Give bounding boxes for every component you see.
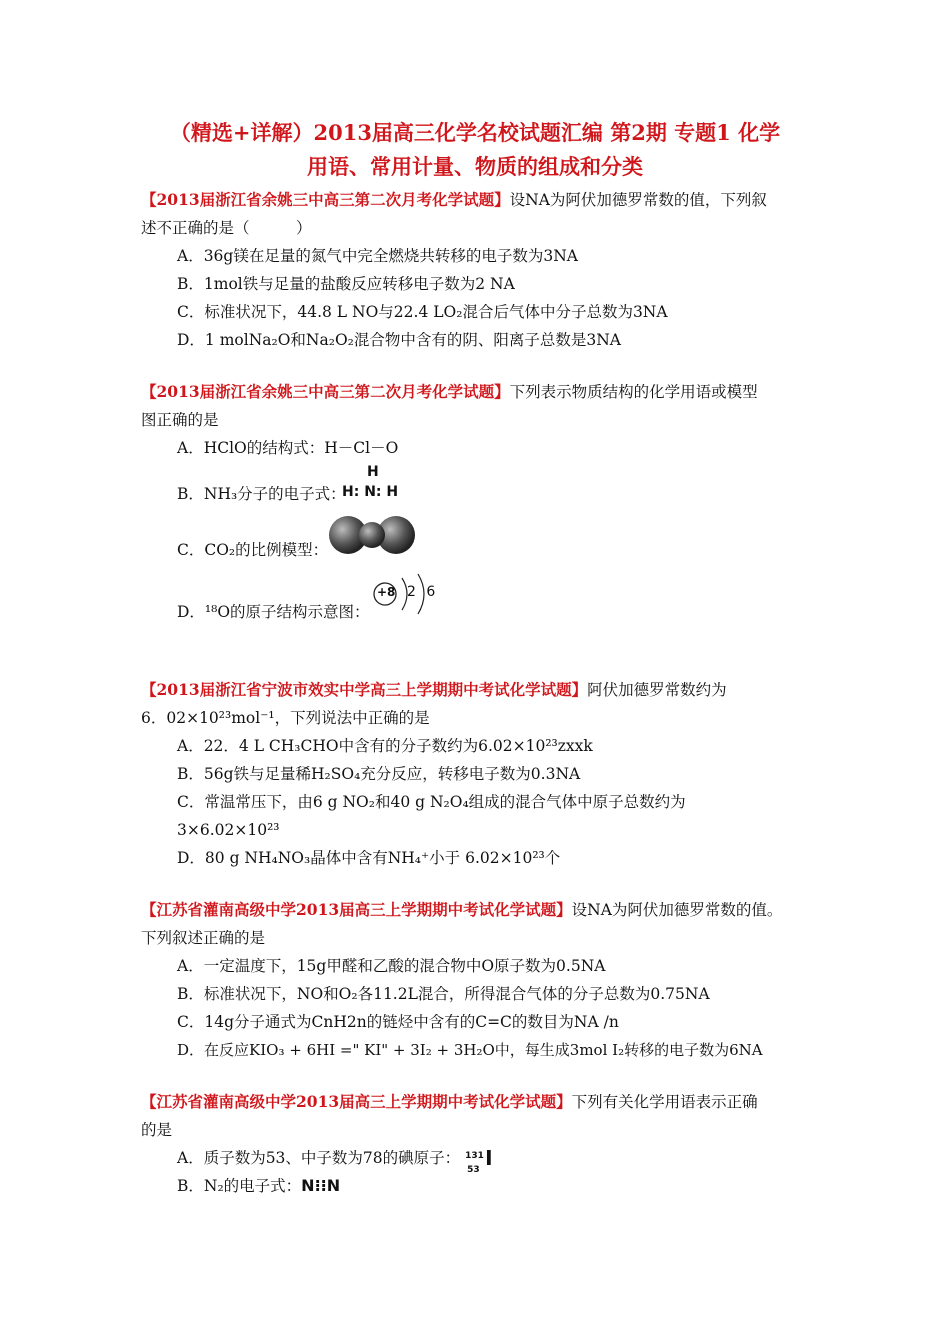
question-2-stem-cont: 图正确的是 (141, 411, 219, 429)
question-1-option-c: C．标准状况下，44.8 L NO与22.4 LO₂混合后气体中分子总数为3NA (177, 303, 668, 321)
question-3-option-a: A．22．4 L CH₃CHO中含有的分子数约为6.02×10²³zxxk (177, 737, 593, 755)
oxygen-shell-labels: 2 6 (407, 584, 436, 600)
co2-space-filling-model (326, 514, 418, 556)
question-3-stem-text: 阿伏加德罗常数约为 (587, 681, 727, 699)
question-1-source: 【2013届浙江省余姚三中高三第二次月考化学试题】 (141, 190, 510, 209)
question-4-option-b: B．标准状况下，NO和O₂各11.2L混合，所得混合气体的分子总数为0.75NA (177, 985, 710, 1003)
question-3-option-c: C．常温常压下，由6 g NO₂和40 g N₂O₄组成的混合气体中原子总数约为 (177, 793, 686, 811)
question-2-option-c-row (141, 536, 821, 564)
question-3-option-c-cont: 3×6.02×10²³ (177, 821, 280, 839)
n2-electron-formula: N⁝⁝N (301, 1176, 341, 1195)
iodine-element-symbol: I (485, 1146, 493, 1170)
question-1-option-d: D．1 molNa₂O和Na₂O₂混合物中含有的阴、阳离子总数是3NA (177, 331, 621, 349)
nh3-electron-formula (340, 462, 410, 502)
question-3 (141, 676, 821, 872)
question-4-stem-cont: 下列叙述正确的是 (141, 929, 266, 947)
question-5-stem (141, 1088, 821, 1116)
question-1-stem-cont: 述不正确的是（ ） (141, 219, 312, 237)
question-5-option-a: A．质子数为53、中子数为78的碘原子： (177, 1149, 461, 1167)
oxygen-nucleus-label: +8 (377, 585, 396, 599)
question-2-option-a: A．HClO的结构式：H－Cl－O (177, 439, 399, 457)
question-5-option-b: B．N₂的电子式： (177, 1177, 302, 1195)
question-3-option-d: D．80 g NH₄NO₃晶体中含有NH₄⁺小于 6.02×10²³个 (177, 849, 561, 867)
question-4 (141, 896, 821, 1064)
question-4-option-a: A．一定温度下，15g甲醛和乙酸的混合物中O原子数为0.5NA (177, 957, 606, 975)
question-1-option-b: B．1mol铁与足量的盐酸反应转移电子数为2 NA (177, 275, 515, 293)
iodine-atomic-number: 53 (467, 1165, 480, 1175)
iodine-isotope-symbol (465, 1146, 499, 1175)
question-5-source: 【江苏省灌南高级中学2013届高三上学期期中考试化学试题】 (141, 1092, 572, 1111)
question-2-option-b: B．NH₃分子的电子式： (177, 485, 346, 503)
question-2-option-c: C．CO₂的比例模型： (177, 541, 329, 559)
title-line-1: （精选+详解）2013届高三化学名校试题汇编 第2期 专题1 化学 (169, 120, 781, 145)
question-2-stem-text: 下列表示物质结构的化学用语或模型 (509, 383, 758, 401)
question-2-option-b-row (141, 480, 821, 508)
question-2 (141, 378, 821, 462)
question-2-source: 【2013届浙江省余姚三中高三第二次月考化学试题】 (141, 382, 510, 401)
question-5 (141, 1088, 821, 1200)
nh3-main: H: N: H (342, 484, 399, 500)
title-line-2: 用语、常用计量、物质的组成和分类 (307, 154, 643, 179)
question-4-source: 【江苏省灌南高级中学2013届高三上学期期中考试化学试题】 (141, 900, 572, 919)
question-4-option-c: C．14g分子通式为CnH2n的链烃中含有的C=C的数目为NA /n (177, 1013, 619, 1031)
question-3-source: 【2013届浙江省宁波市效实中学高三上学期期中考试化学试题】 (141, 680, 588, 699)
question-5-stem-cont: 的是 (141, 1121, 173, 1139)
question-1-stem-text: 设NA为阿伏加德罗常数的值，下列叙 (509, 191, 767, 209)
question-4-option-d: D．在反应KIO₃ + 6HI =" KI" + 3I₂ + 3H₂O中，每生成3mol I₂转移的电子数为6NA (177, 1041, 763, 1059)
question-2-stem (141, 378, 821, 406)
question-3-stem-cont: 6．02×10²³mol⁻¹，下列说法中正确的是 (141, 709, 430, 727)
question-5-option-b-row (141, 1172, 821, 1200)
question-3-stem (141, 676, 821, 704)
document-title (120, 116, 830, 184)
question-1-stem (141, 186, 821, 214)
question-5-stem-text: 下列有关化学用语表示正确 (571, 1093, 758, 1111)
question-1-option-a: A．36g镁在足量的氮气中完全燃烧共转移的电子数为3NA (177, 247, 578, 265)
question-3-option-b: B．56g铁与足量稀H₂SO₄充分反应，转移电子数为0.3NA (177, 765, 581, 783)
question-2-option-d: D．¹⁸O的原子结构示意图： (177, 603, 370, 621)
nh3-top-h: H (367, 464, 379, 480)
question-4-stem (141, 896, 821, 924)
question-1 (141, 186, 821, 354)
iodine-mass-number: 131 (465, 1151, 484, 1161)
question-2-option-d-row (141, 598, 821, 626)
question-5-option-a-row (141, 1144, 821, 1175)
question-4-stem-text: 设NA为阿伏加德罗常数的值。 (571, 901, 783, 919)
